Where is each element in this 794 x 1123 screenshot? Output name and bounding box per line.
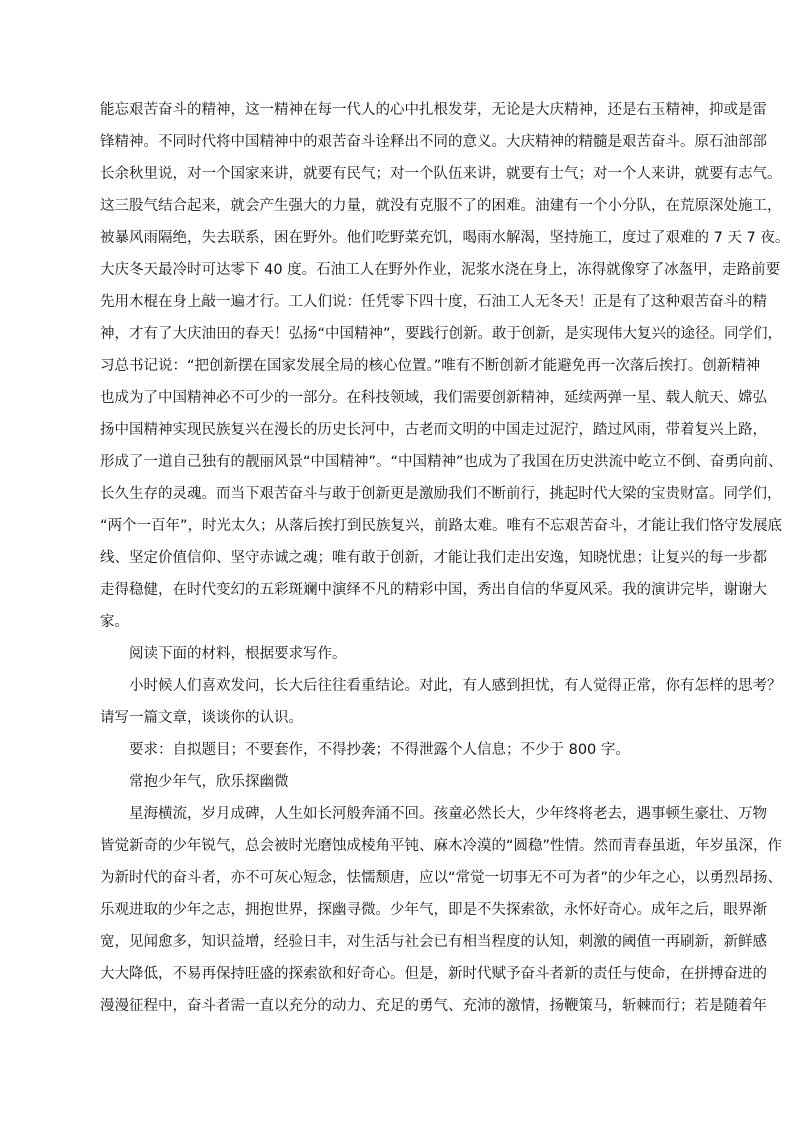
text-line: 为新时代的奋斗者，亦不可灰心短念，怯懦颓唐，应以“常觉一切事无不可为者”的少年之心，以勇烈昂扬、 bbox=[100, 870, 783, 886]
text-line: 这三股气结合起来，就会产生强大的力量，就没有克服不了的困难。油建有一个小分队，在荒原深处施工， bbox=[100, 198, 782, 214]
text-line: 漫漫征程中，奋斗者需一直以充分的动力、充足的勇气、充沛的激情，扬鞭策马，斩棘而行；若是随着年 bbox=[100, 998, 767, 1014]
text-line: 小时候人们喜欢发问，长大后往往看重结论。对此，有人感到担忧，有人觉得正常，你有怎样的思考？ bbox=[129, 678, 782, 694]
text-line: 线、坚定价值信仰、坚守赤诚之魂；唯有敢于创新，才能让我们走出安逸，知晓忧患；让复兴的每一步都 bbox=[100, 550, 767, 566]
text-line: “两个一百年”，时光太久；从落后挨打到民族复兴，前路太难。唯有不忘艰苦奋斗，才能让我们恪守发展底 bbox=[100, 518, 783, 534]
text-line: 阅读下面的材料，根据要求写作。 bbox=[129, 646, 347, 662]
text-line: 扬中国精神实现民族复兴在漫长的历史长河中，古老而文明的中国走过泥泞，踏过风雨，带着复兴上路， bbox=[100, 422, 767, 438]
text-line: 皆觉新奇的少年锐气，总会被时光磨蚀成棱角平钝、麻木冷漠的“圆稳”性情。然而青春虽逝，年岁虽深，作 bbox=[100, 838, 783, 854]
text-line: 星海横流，岁月成碑，人生如长河般奔涌不回。孩童必然长大，少年终将老去，遇事顿生豪壮、万物 bbox=[129, 806, 767, 822]
text-line: 先用木棍在身上敲一遍才行。工人们说：任凭零下四十度，石油工人无冬天！正是有了这种艰苦奋斗的精 bbox=[100, 294, 767, 310]
text-line: 大庆冬天最冷时可达零下 40 度。石油工人在野外作业，泥浆水浇在身上，冻得就像穿了冰盔甲，走路前要 bbox=[100, 262, 781, 278]
text-line: 请写一篇文章，谈谈你的认识。 bbox=[100, 710, 303, 726]
text-line: 锋精神。不同时代将中国精神中的艰苦奋斗诠释出不同的意义。大庆精神的精髓是艰苦奋斗。原石油部部 bbox=[100, 134, 767, 150]
text-line: 宽，见闻愈多，知识益增，经验日丰，对生活与社会已有相当程度的认知，刺激的阈值一再刷新，新鲜感 bbox=[100, 934, 767, 950]
text-line: 能忘艰苦奋斗的精神，这一精神在每一代人的心中扎根发芽，无论是大庆精神，还是右玉精神，抑或是雷 bbox=[100, 102, 767, 118]
text-line: 乐观进取的少年之志，拥抱世界，探幽寻微。少年气，即是不失探索欲，永怀好奇心。成年之后，眼界渐 bbox=[100, 902, 767, 918]
document-page bbox=[100, 94, 790, 1022]
text-line: 走得稳健，在时代变幻的五彩斑斓中演绎不凡的精彩中国，秀出自信的华夏风采。我的演讲完毕，谢谢大 bbox=[100, 582, 767, 598]
text-line: 形成了一道自己独有的靓丽风景“中国精神”。“中国精神”也成为了我国在历史洪流中屹立不倒、奋勇向前、 bbox=[100, 454, 783, 470]
text-line: 神，才有了大庆油田的春天！弘扬“中国精神”，要践行创新。敢于创新，是实现伟大复兴的途径。同学们， bbox=[100, 326, 783, 342]
text-line: 家。 bbox=[100, 614, 129, 630]
text-line: 大大降低，不易再保持旺盛的探索欲和好奇心。但是，新时代赋予奋斗者新的责任与使命，在拼搏奋进的 bbox=[100, 966, 767, 982]
text-line: 要求：自拟题目；不要套作，不得抄袭；不得泄露个人信息；不少于 800 字。 bbox=[129, 742, 630, 758]
text-line: 长久生存的灵魂。而当下艰苦奋斗与敢于创新更是激励我们不断前行，挑起时代大梁的宝贵财富。同学们， bbox=[100, 486, 782, 502]
text-line: 也成为了中国精神必不可少的一部分。在科技领域，我们需要创新精神，延续两弹一星、载人航天、嫦弘 bbox=[100, 390, 767, 406]
text-line: 习总书记说：“把创新摆在国家发展全局的核心位置。”唯有不断创新才能避免再一次落后挨打。创新精神 bbox=[100, 358, 761, 374]
text-line: 被暴风雨隔绝，失去联系，困在野外。他们吃野菜充饥，喝雨水解渴，坚持施工，度过了艰难的 7 天 7 夜。 bbox=[100, 230, 790, 246]
text-line: 常抱少年气，欣乐探幽微 bbox=[129, 774, 289, 790]
text-line: 长余秋里说，对一个国家来讲，就要有民气；对一个队伍来讲，就要有士气；对一个人来讲，就要有志气。 bbox=[100, 166, 782, 182]
